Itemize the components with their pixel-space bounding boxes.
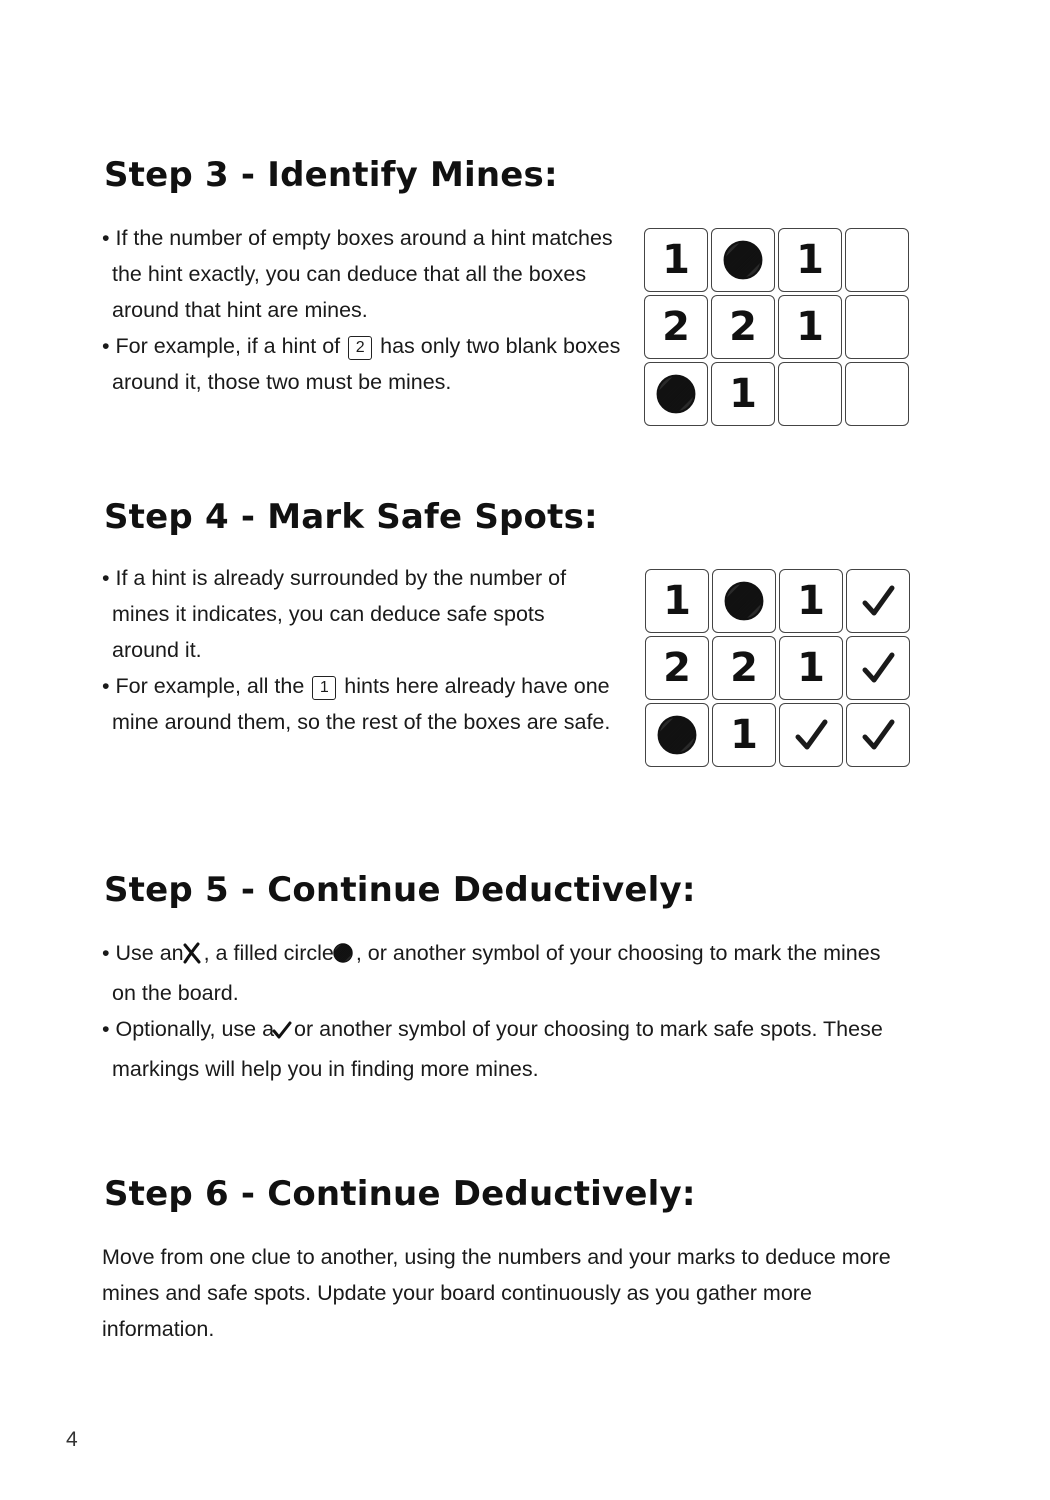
step4-bullet-2-before: • For example, all the xyxy=(102,674,305,698)
mine-icon xyxy=(645,703,709,767)
step3-bullet-2-before: • For example, if a hint of xyxy=(102,334,341,358)
page-number: 4 xyxy=(66,1428,78,1451)
step5-bullet-2-b: or another symbol of your choosing to mark safe spots. These markings will help you in finding more mines. xyxy=(112,1017,883,1081)
hint-cell: 2 xyxy=(712,636,776,700)
empty-cell xyxy=(778,362,842,426)
empty-cell xyxy=(845,295,909,359)
step5-heading: Step 5 - Continue Deductively: xyxy=(104,870,696,910)
hint-box-example: 2 xyxy=(348,336,372,360)
hint-box-example: 1 xyxy=(312,676,336,700)
step6-heading: Step 6 - Continue Deductively: xyxy=(104,1174,696,1214)
hint-cell: 1 xyxy=(779,569,843,633)
empty-cell xyxy=(845,362,909,426)
step3-bullet-2-after: has only two blank boxes around it, those two must be mines. xyxy=(112,334,621,394)
hint-cell: 1 xyxy=(645,569,709,633)
hint-cell: 1 xyxy=(644,228,708,292)
step4-heading: Step 4 - Mark Safe Spots: xyxy=(104,497,598,537)
mine-icon xyxy=(644,362,708,426)
hint-cell: 2 xyxy=(645,636,709,700)
step3-heading: Step 3 - Identify Mines: xyxy=(104,155,558,195)
step5-bullet-1-c: , or another symbol of your choosing to mark the mines on the board. xyxy=(112,941,881,1005)
check-icon xyxy=(779,703,843,767)
step5-bullet-1 xyxy=(102,935,902,1011)
check-icon xyxy=(282,1015,292,1051)
step3-bullet-1: • If the number of empty boxes around a hint matches the hint exactly, you can deduce that all the boxes around that hint are mines. xyxy=(102,226,613,322)
step5-bullet-2 xyxy=(102,1011,902,1087)
check-icon xyxy=(846,636,910,700)
hint-cell: 1 xyxy=(778,295,842,359)
step5-bullet-2-a: • Optionally, use a xyxy=(102,1017,275,1041)
hint-cell: 2 xyxy=(644,295,708,359)
hint-cell: 1 xyxy=(778,228,842,292)
mine-icon xyxy=(342,939,354,975)
step4-bullet-2-after: hints here already have one mine around them, so the rest of the boxes are safe. xyxy=(112,674,611,734)
check-icon xyxy=(846,703,910,767)
empty-cell xyxy=(845,228,909,292)
step6-text: Move from one clue to another, using the numbers and your marks to deduce more mines and safe spots. Update your board continuously as you gather more information. xyxy=(102,1245,891,1341)
hint-cell: 1 xyxy=(711,362,775,426)
mine-icon xyxy=(712,569,776,633)
step5-bullet-1-b: , a filled circle xyxy=(203,941,334,965)
step4-board xyxy=(645,569,910,767)
hint-cell: 2 xyxy=(711,295,775,359)
step5-text xyxy=(102,935,902,1087)
x-mark-icon xyxy=(192,939,202,975)
hint-cell: 1 xyxy=(779,636,843,700)
step4-text xyxy=(102,560,612,740)
check-icon xyxy=(846,569,910,633)
step3-bullet-2 xyxy=(102,328,622,400)
mine-icon xyxy=(711,228,775,292)
step4-bullet-1: • If a hint is already surrounded by the number of mines it indicates, you can deduce safe spots around it. xyxy=(102,566,567,662)
step3-board xyxy=(644,228,909,426)
step5-bullet-1-a: • Use an xyxy=(102,941,184,965)
step3-text xyxy=(102,220,622,400)
hint-cell: 1 xyxy=(712,703,776,767)
step4-bullet-2 xyxy=(102,668,612,740)
